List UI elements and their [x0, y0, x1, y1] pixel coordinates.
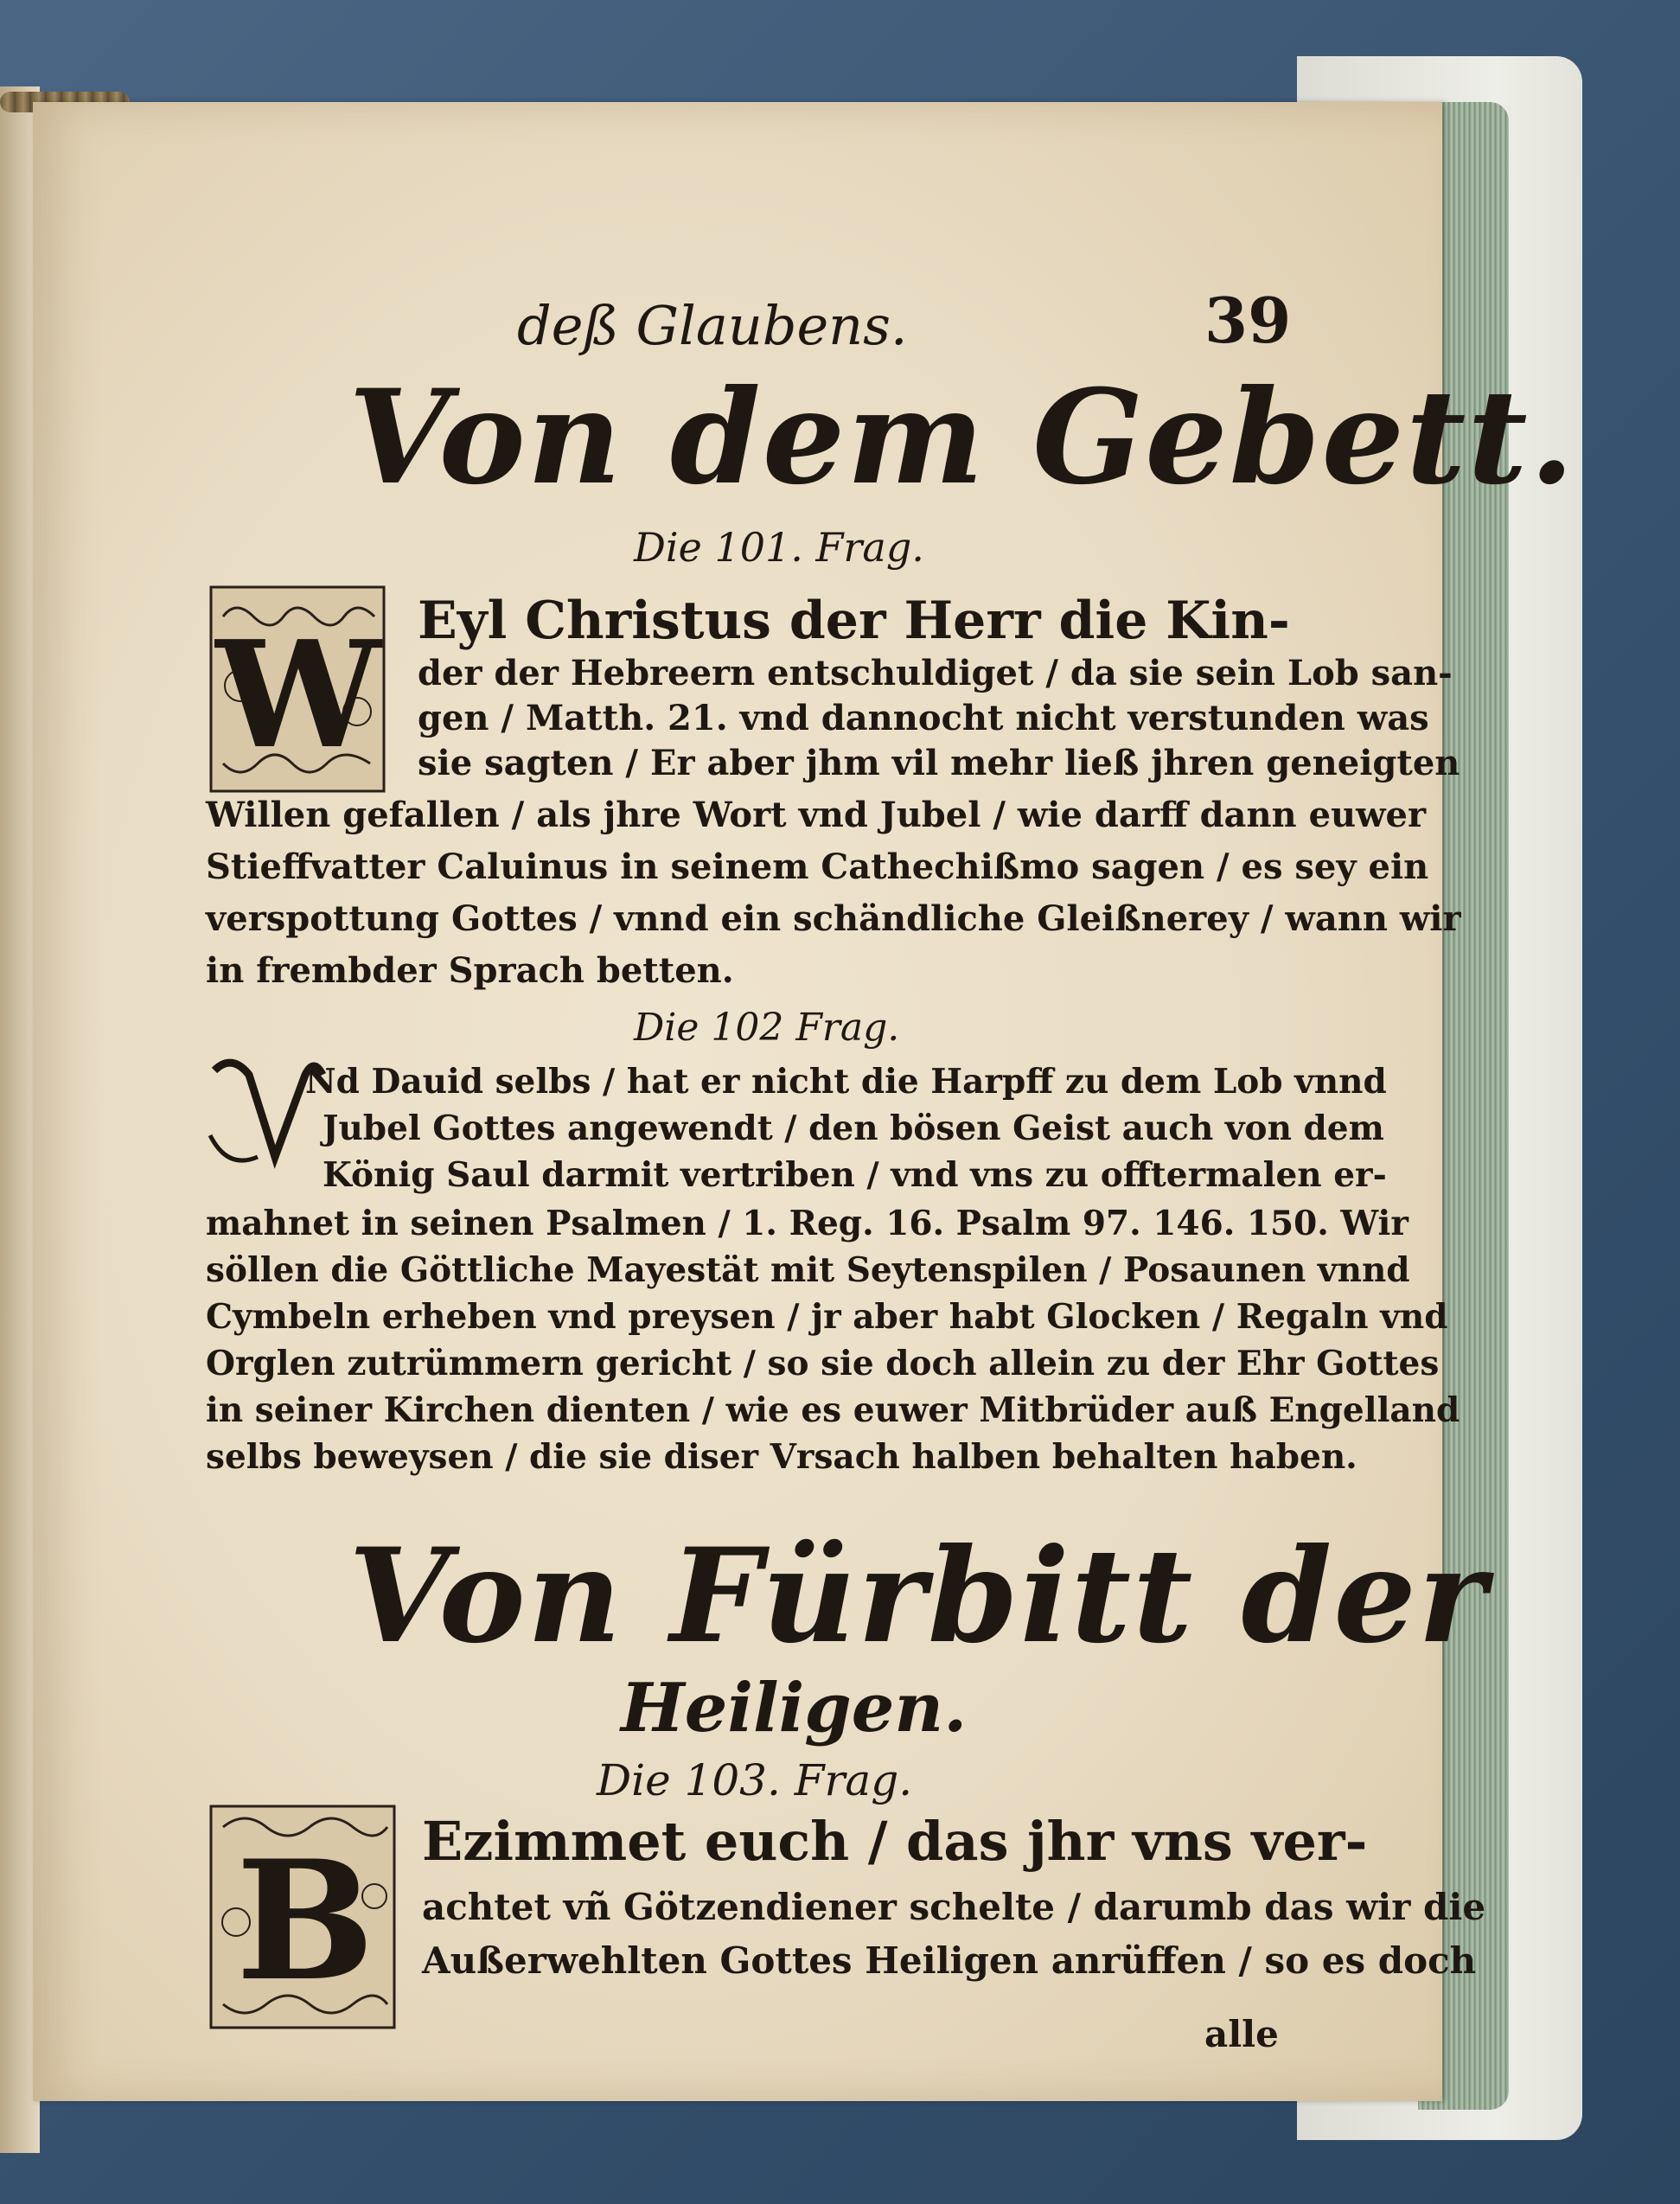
section-title-intercession-line2: Heiligen.: [621, 1669, 968, 1747]
paragraph-103: [206, 1810, 1486, 2069]
text-line: Eyl Christus der Herr die Kin-: [418, 591, 1290, 651]
text-line: verspottung Gottes / vnnd ein schändliche Gleißnerey / wann wir: [206, 898, 1461, 939]
text-line: Willen gefallen / als jhre Wort vnd Jubel / wie darff dann euwer: [206, 795, 1427, 835]
text-line: mahnet in seinen Psalmen / 1. Reg. 16. Psalm 97. 146. 150. Wir: [206, 1204, 1409, 1243]
catchword: alle: [1204, 2013, 1279, 2055]
text-line: söllen die Göttliche Mayestät mit Seytenspilen / Posaunen vnnd: [206, 1250, 1410, 1290]
text-line: König Saul darmit vertriben / vnd vns zu offtermalen er-: [323, 1155, 1387, 1195]
question-heading-101: Die 101. Frag.: [634, 524, 924, 571]
section-title-intercession: Von Fürbitt der: [348, 1520, 1488, 1672]
text-line: Nd Dauid selbs / hat er nicht die Harpff zu dem Lob vnnd: [305, 1062, 1387, 1102]
section-title-prayer: Von dem Gebett.: [348, 361, 1576, 514]
page-number: 39: [1204, 284, 1292, 357]
text-line: der der Hebreern entschuldiget / da sie sein Lob san-: [418, 653, 1453, 693]
text-line: Jubel Gottes angewendt / den bösen Geist auch von dem: [323, 1108, 1384, 1148]
paragraph-102: [206, 1062, 1460, 1494]
text-line: selbs beweysen / die sie diser Vrsach halben behalten haben.: [206, 1437, 1357, 1477]
question-heading-102: Die 102 Frag.: [634, 1006, 900, 1050]
book-page: [33, 102, 1576, 2101]
text-line: Orglen zutrümmern gericht / so sie doch allein zu der Ehr Gottes: [206, 1344, 1440, 1383]
svg-text:W: W: [215, 609, 381, 782]
question-heading-103: Die 103. Frag.: [597, 1755, 913, 1805]
text-line: gen / Matth. 21. vnd dannocht nicht verstunden was: [418, 698, 1429, 738]
running-head: deß Glaubens.: [517, 294, 908, 357]
text-line: in seiner Kirchen dienten / wie es euwer Mitbrüder auß Engelland: [206, 1390, 1460, 1430]
text-line: Außerwehlten Gottes Heiligen anrüffen / so es doch: [422, 1939, 1477, 1982]
text-line: sie sagten / Er aber jhm vil mehr ließ jhren geneigten: [418, 743, 1460, 783]
paragraph-101: [206, 591, 1461, 997]
text-line: in frembder Sprach betten.: [206, 950, 734, 991]
text-line: Cymbeln erheben vnd preysen / jr aber habt Glocken / Regaln vnd: [206, 1297, 1448, 1337]
text-line: Ezimmet euch / das jhr vns ver-: [422, 1810, 1368, 1873]
text-line: achtet vñ Götzendiener schelte / darumb das wir die: [422, 1886, 1486, 1928]
svg-text:B: B: [235, 1824, 375, 2017]
text-line: Stieffvatter Caluinus in seinem Cathechißmo sagen / es sey ein: [206, 846, 1429, 887]
